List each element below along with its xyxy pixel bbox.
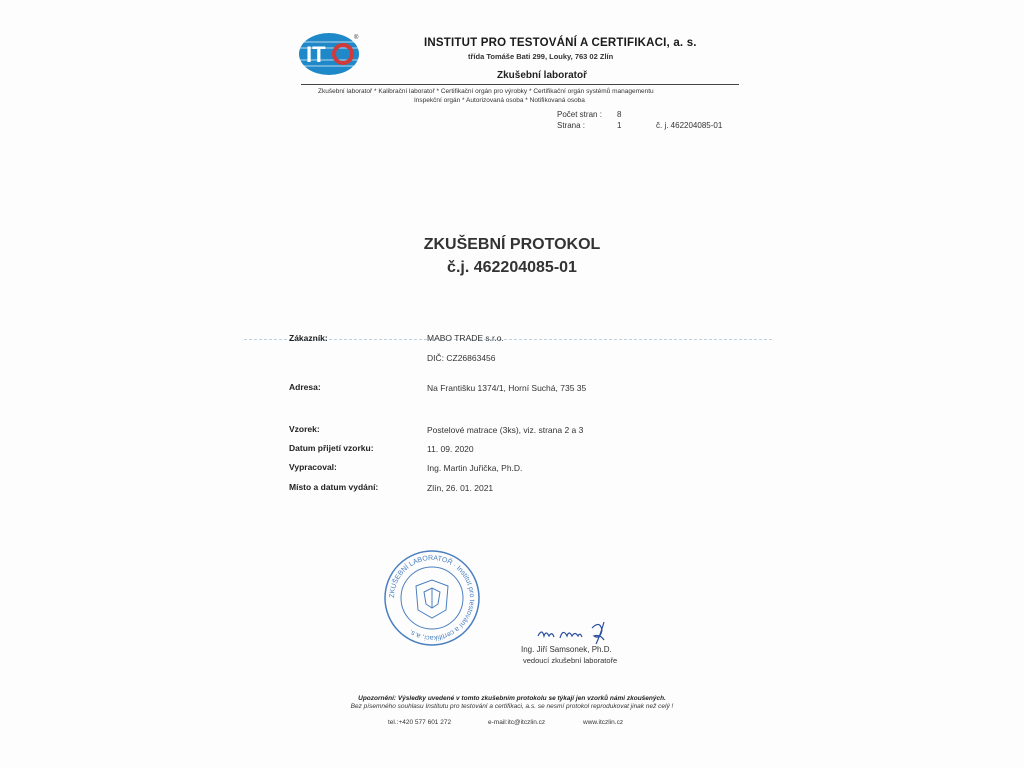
notice-line-2: Bez písemného souhlasu Institutu pro testování a certifikaci, a.s. se nesmí protokol reprodukovat jinak než celý ! <box>350 703 674 710</box>
organization-name: INSTITUT PRO TESTOVÁNÍ A CERTIFIKACI, a. s. <box>424 37 697 49</box>
dic-value: DIČ: CZ26863456 <box>427 353 496 363</box>
address-label: Adresa: <box>289 382 321 392</box>
sample-label: Vzorek: <box>289 424 320 434</box>
issue-place-date-value: Zlín, 26. 01. 2021 <box>427 483 494 493</box>
page-count-value: 8 <box>617 110 622 119</box>
customer-label: Zákazník: <box>289 333 328 343</box>
services-line-2: Inspekční orgán * Autorizovaná osoba * Notifikovaná osoba <box>414 97 585 104</box>
reference-number: č. j. 462204085-01 <box>656 121 723 130</box>
document-number: č.j. 462204085-01 <box>447 259 577 276</box>
footer-website: www.itczlin.cz <box>583 719 624 726</box>
prepared-by-value: Ing. Martin Juřička, Ph.D. <box>427 463 523 473</box>
prepared-by-label: Vypracoval: <box>289 462 337 472</box>
footer-email: e-mail:itc@itczlin.cz <box>488 719 546 726</box>
received-date-value: 11. 09. 2020 <box>427 444 474 454</box>
svg-text:®: ® <box>354 35 359 41</box>
signatory-role: vedoucí zkušební laboratoře <box>523 656 618 665</box>
footer-phone: tel.:+420 577 601 272 <box>388 719 452 726</box>
page-value: 1 <box>617 121 622 130</box>
signature <box>534 618 620 646</box>
document-title: ZKUŠEBNÍ PROTOKOL <box>423 236 601 253</box>
svg-text:IT: IT <box>306 42 326 67</box>
laboratory-stamp <box>382 548 482 648</box>
notice-line-1: Upozornění: Výsledky uvedené v tomto zkušebním protokolu se týkají jen vzorků námi zkoušených. <box>358 695 666 702</box>
issue-place-date-label: Místo a datum vydání: <box>289 482 379 492</box>
laboratory-title: Zkušební laboratoř <box>497 70 588 81</box>
address-value: Na Františku 1374/1, Horní Suchá, 735 35 <box>427 383 587 393</box>
page-count-label: Počet stran : <box>557 110 602 119</box>
itc-logo <box>296 30 362 78</box>
organization-address: třída Tomáše Bati 299, Louky, 763 02 Zlín <box>468 52 614 61</box>
page-label: Strana : <box>557 121 586 130</box>
header-divider <box>301 84 739 85</box>
svg-text:ZKUŠEBNÍ LABORATOŘ · Institut: ZKUŠEBNÍ LABORATOŘ · Institut pro testování a certifikaci, a.s. <box>388 554 476 642</box>
sample-value: Postelové matrace (3ks), viz. strana 2 a 3 <box>427 425 584 435</box>
received-date-label: Datum přijetí vzorku: <box>289 443 374 453</box>
customer-value: MABO TRADE s.r.o. <box>427 333 504 343</box>
services-line-1: Zkušební laboratoř * Kalibrační laboratoř * Certifikační orgán pro výrobky * Certifikační orgán systémů managementu <box>318 88 654 95</box>
signatory-name: Ing. Jiří Samsonek, Ph.D. <box>521 645 612 654</box>
